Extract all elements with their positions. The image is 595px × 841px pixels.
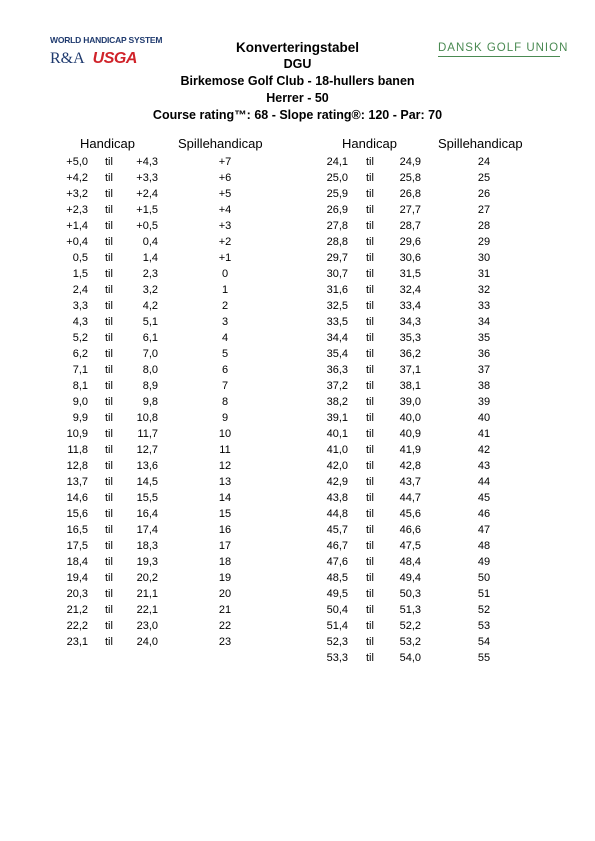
til-cell: til [105, 348, 113, 360]
handicap-from-cell: 22,2 [66, 620, 88, 632]
playing-handicap-cell: 8 [221, 396, 229, 408]
til-cell: til [105, 380, 113, 392]
playing-handicap-cell: 45 [477, 492, 491, 504]
til-cell: til [366, 268, 374, 280]
handicap-from-cell: 46,7 [326, 540, 348, 552]
club-name: Birkemose Golf Club - 18-hullers banen [180, 74, 415, 88]
handicap-from-cell: 45,7 [326, 524, 348, 536]
playing-handicap-cell: 23 [218, 636, 232, 648]
til-cell: til [105, 588, 113, 600]
handicap-to-cell: 30,6 [399, 252, 421, 264]
dgu-logo-text: DANSK GOLF UNION [438, 42, 569, 54]
handicap-from-cell: 38,2 [326, 396, 348, 408]
handicap-to-cell: 32,4 [399, 284, 421, 296]
playing-handicap-cell: 7 [221, 380, 229, 392]
til-cell: til [366, 444, 374, 456]
til-cell: til [105, 316, 113, 328]
handicap-to-cell: 23,0 [136, 620, 158, 632]
table-row [0, 650, 595, 666]
handicap-from-cell: 6,2 [72, 348, 88, 360]
playing-handicap-cell: +7 [218, 156, 232, 168]
table-row [0, 458, 595, 474]
til-cell: til [105, 236, 113, 248]
til-cell: til [105, 428, 113, 440]
handicap-to-cell: 52,2 [399, 620, 421, 632]
table-row [0, 410, 595, 426]
playing-handicap-cell: 32 [477, 284, 491, 296]
handicap-from-cell: 18,4 [66, 556, 88, 568]
handicap-to-cell: 11,7 [137, 428, 158, 440]
handicap-from-cell: 42,0 [326, 460, 348, 472]
handicap-from-cell: 1,5 [72, 268, 88, 280]
handicap-from-cell: 51,4 [326, 620, 348, 632]
whs-logo-text: WORLD HANDICAP SYSTEM [50, 35, 163, 45]
handicap-from-cell: 29,7 [326, 252, 348, 264]
handicap-to-cell: 12,7 [136, 444, 158, 456]
playing-handicap-cell: 11 [219, 444, 231, 456]
til-cell: til [105, 412, 113, 424]
playing-handicap-cell: 1 [221, 284, 229, 296]
page-title: Konverteringstabel [235, 40, 360, 55]
handicap-from-cell: 49,5 [326, 588, 348, 600]
playing-handicap-cell: 6 [221, 364, 229, 376]
playing-handicap-cell: 42 [477, 444, 491, 456]
playing-handicap-cell: 2 [221, 300, 229, 312]
handicap-from-cell: 19,4 [66, 572, 88, 584]
handicap-to-cell: 37,1 [399, 364, 421, 376]
table-row [0, 186, 595, 202]
handicap-to-cell: 31,5 [399, 268, 421, 280]
playing-handicap-cell: 15 [218, 508, 232, 520]
playing-handicap-cell: 46 [477, 508, 491, 520]
playing-handicap-cell: 5 [221, 348, 229, 360]
table-row [0, 282, 595, 298]
handicap-from-cell: +2,3 [66, 204, 88, 216]
handicap-to-cell: 43,7 [399, 476, 421, 488]
handicap-to-cell: 10,8 [136, 412, 158, 424]
til-cell: til [366, 604, 374, 616]
handicap-to-cell: 27,7 [399, 204, 421, 216]
til-cell: til [366, 380, 374, 392]
handicap-to-cell: +2,4 [136, 188, 158, 200]
handicap-from-cell: 48,5 [326, 572, 348, 584]
til-cell: til [366, 524, 374, 536]
til-cell: til [366, 620, 374, 632]
playing-handicap-cell: 24 [477, 156, 491, 168]
handicap-from-cell: 9,9 [72, 412, 88, 424]
handicap-to-cell: 8,9 [142, 380, 158, 392]
handicap-from-cell: 10,9 [66, 428, 88, 440]
handicap-from-cell: 34,4 [326, 332, 348, 344]
playing-handicap-cell: +1 [218, 252, 232, 264]
playing-handicap-cell: 55 [477, 652, 491, 664]
handicap-to-cell: 24,9 [399, 156, 421, 168]
handicap-to-cell: 9,8 [142, 396, 158, 408]
til-cell: til [105, 444, 113, 456]
til-cell: til [105, 572, 113, 584]
playing-handicap-cell: 9 [221, 412, 229, 424]
til-cell: til [366, 316, 374, 328]
til-cell: til [105, 524, 113, 536]
handicap-to-cell: 54,0 [399, 652, 421, 664]
table-row [0, 426, 595, 442]
handicap-from-cell: 43,8 [326, 492, 348, 504]
course-ratings: Course rating™: 68 - Slope rating®: 120 - Par: 70 [152, 108, 443, 122]
handicap-to-cell: 25,8 [399, 172, 421, 184]
til-cell: til [366, 236, 374, 248]
playing-handicap-cell: 44 [477, 476, 491, 488]
playing-handicap-cell: 18 [218, 556, 232, 568]
playing-handicap-cell: 3 [221, 316, 229, 328]
playing-handicap-cell: 54 [477, 636, 491, 648]
playing-handicap-cell: +3 [218, 220, 232, 232]
table-row [0, 522, 595, 538]
playing-handicap-cell: +5 [218, 188, 232, 200]
handicap-from-cell: +1,4 [66, 220, 88, 232]
til-cell: til [366, 460, 374, 472]
table-row [0, 602, 595, 618]
playing-handicap-cell: 13 [218, 476, 232, 488]
category: Herrer - 50 [266, 91, 329, 105]
playing-handicap-cell: 53 [477, 620, 491, 632]
playing-handicap-cell: 38 [477, 380, 491, 392]
handicap-to-cell: 20,2 [136, 572, 158, 584]
playing-handicap-cell: 14 [218, 492, 232, 504]
playing-handicap-cell: 10 [218, 428, 232, 440]
til-cell: til [366, 476, 374, 488]
handicap-from-cell: 39,1 [326, 412, 348, 424]
handicap-to-cell: 16,4 [136, 508, 158, 520]
handicap-from-cell: +5,0 [66, 156, 88, 168]
playing-handicap-cell: 50 [477, 572, 491, 584]
handicap-to-cell: 39,0 [399, 396, 421, 408]
playing-handicap-cell: 27 [477, 204, 491, 216]
handicap-to-cell: 44,7 [399, 492, 421, 504]
handicap-to-cell: 7,0 [142, 348, 158, 360]
playing-handicap-cell: 17 [218, 540, 232, 552]
table-row [0, 346, 595, 362]
handicap-from-cell: 21,2 [66, 604, 88, 616]
handicap-from-cell: 13,7 [66, 476, 88, 488]
handicap-from-cell: 30,7 [326, 268, 348, 280]
table-row [0, 250, 595, 266]
table-row [0, 218, 595, 234]
handicap-to-cell: 40,9 [399, 428, 421, 440]
handicap-from-cell: 4,3 [72, 316, 88, 328]
handicap-to-cell: 14,5 [136, 476, 158, 488]
handicap-to-cell: 19,3 [136, 556, 158, 568]
table-row [0, 154, 595, 170]
handicap-to-cell: 4,2 [142, 300, 158, 312]
til-cell: til [366, 652, 374, 664]
handicap-to-cell: 36,2 [399, 348, 421, 360]
playing-handicap-cell: 33 [477, 300, 491, 312]
table-row [0, 314, 595, 330]
handicap-to-cell: 8,0 [142, 364, 158, 376]
table-row [0, 618, 595, 634]
handicap-from-cell: +0,4 [66, 236, 88, 248]
table-row [0, 266, 595, 282]
table-row [0, 170, 595, 186]
handicap-to-cell: 6,1 [142, 332, 158, 344]
til-cell: til [105, 620, 113, 632]
org-name: DGU [283, 57, 312, 71]
playing-handicap-cell: 52 [477, 604, 491, 616]
handicap-to-cell: 48,4 [399, 556, 421, 568]
handicap-from-cell: 44,8 [326, 508, 348, 520]
handicap-to-cell: 33,4 [399, 300, 421, 312]
handicap-to-cell: 21,1 [136, 588, 158, 600]
handicap-from-cell: 8,1 [72, 380, 88, 392]
right-handicap-header: Handicap [342, 136, 397, 151]
handicap-from-cell: 5,2 [72, 332, 88, 344]
handicap-to-cell: 2,3 [142, 268, 158, 280]
til-cell: til [366, 412, 374, 424]
handicap-from-cell: 41,0 [326, 444, 348, 456]
playing-handicap-cell: 49 [477, 556, 491, 568]
table-row [0, 378, 595, 394]
til-cell: til [366, 556, 374, 568]
handicap-to-cell: 47,5 [399, 540, 421, 552]
til-cell: til [105, 636, 113, 648]
handicap-from-cell: 35,4 [326, 348, 348, 360]
table-row [0, 474, 595, 490]
til-cell: til [105, 492, 113, 504]
handicap-to-cell: 51,3 [399, 604, 421, 616]
til-cell: til [105, 460, 113, 472]
til-cell: til [105, 508, 113, 520]
til-cell: til [105, 156, 113, 168]
til-cell: til [105, 396, 113, 408]
handicap-from-cell: 9,0 [72, 396, 88, 408]
til-cell: til [105, 172, 113, 184]
handicap-to-cell: 3,2 [142, 284, 158, 296]
handicap-from-cell: 20,3 [66, 588, 88, 600]
usga-logo: USGA [92, 50, 137, 67]
til-cell: til [366, 588, 374, 600]
handicap-to-cell: 29,6 [399, 236, 421, 248]
til-cell: til [366, 540, 374, 552]
playing-handicap-cell: 37 [477, 364, 491, 376]
handicap-from-cell: 26,9 [326, 204, 348, 216]
handicap-from-cell: 23,1 [66, 636, 88, 648]
handicap-to-cell: 5,1 [142, 316, 158, 328]
playing-handicap-cell: 0 [221, 268, 229, 280]
handicap-from-cell: 15,6 [66, 508, 88, 520]
til-cell: til [105, 252, 113, 264]
til-cell: til [105, 604, 113, 616]
table-row [0, 586, 595, 602]
playing-handicap-cell: 51 [477, 588, 491, 600]
handicap-from-cell: 28,8 [326, 236, 348, 248]
handicap-from-cell: 12,8 [66, 460, 88, 472]
til-cell: til [366, 364, 374, 376]
table-row [0, 538, 595, 554]
table-row [0, 202, 595, 218]
handicap-to-cell: 38,1 [399, 380, 421, 392]
til-cell: til [366, 572, 374, 584]
playing-handicap-cell: +6 [218, 172, 232, 184]
handicap-from-cell: 16,5 [66, 524, 88, 536]
playing-handicap-cell: 36 [477, 348, 491, 360]
til-cell: til [366, 188, 374, 200]
handicap-to-cell: +0,5 [136, 220, 158, 232]
handicap-from-cell: 40,1 [326, 428, 348, 440]
til-cell: til [366, 428, 374, 440]
ra-logo: R&A [50, 50, 85, 67]
handicap-from-cell: 11,8 [67, 444, 88, 456]
til-cell: til [366, 204, 374, 216]
handicap-from-cell: 24,1 [326, 156, 348, 168]
playing-handicap-cell: 41 [477, 428, 491, 440]
table-row [0, 298, 595, 314]
til-cell: til [105, 188, 113, 200]
handicap-from-cell: 33,5 [326, 316, 348, 328]
handicap-from-cell: 36,3 [326, 364, 348, 376]
til-cell: til [366, 284, 374, 296]
handicap-from-cell: 25,0 [326, 172, 348, 184]
til-cell: til [105, 556, 113, 568]
handicap-from-cell: 42,9 [326, 476, 348, 488]
document-header [0, 39, 595, 124]
table-row [0, 570, 595, 586]
handicap-from-cell: 53,3 [326, 652, 348, 664]
handicap-to-cell: 42,8 [399, 460, 421, 472]
handicap-to-cell: 18,3 [136, 540, 158, 552]
handicap-to-cell: 40,0 [399, 412, 421, 424]
handicap-to-cell: 50,3 [399, 588, 421, 600]
handicap-from-cell: +4,2 [66, 172, 88, 184]
playing-handicap-cell: 26 [477, 188, 491, 200]
handicap-to-cell: 53,2 [399, 636, 421, 648]
playing-handicap-cell: 35 [477, 332, 491, 344]
til-cell: til [366, 300, 374, 312]
left-handicap-header: Handicap [80, 136, 135, 151]
handicap-from-cell: 52,3 [326, 636, 348, 648]
handicap-to-cell: 0,4 [142, 236, 158, 248]
playing-handicap-cell: 40 [477, 412, 491, 424]
playing-handicap-cell: 31 [477, 268, 491, 280]
handicap-to-cell: 17,4 [136, 524, 158, 536]
left-playing-header: Spillehandicap [178, 136, 263, 151]
til-cell: til [366, 348, 374, 360]
handicap-to-cell: 45,6 [399, 508, 421, 520]
til-cell: til [366, 252, 374, 264]
playing-handicap-cell: 43 [477, 460, 491, 472]
playing-handicap-cell: 39 [477, 396, 491, 408]
playing-handicap-cell: 30 [477, 252, 491, 264]
playing-handicap-cell: 20 [218, 588, 232, 600]
right-playing-header: Spillehandicap [438, 136, 523, 151]
handicap-to-cell: 28,7 [399, 220, 421, 232]
handicap-from-cell: +3,2 [66, 188, 88, 200]
handicap-from-cell: 7,1 [72, 364, 88, 376]
playing-handicap-cell: 4 [221, 332, 229, 344]
table-row [0, 330, 595, 346]
handicap-from-cell: 50,4 [326, 604, 348, 616]
right-conversion-table [0, 154, 595, 666]
handicap-to-cell: 46,6 [399, 524, 421, 536]
til-cell: til [366, 220, 374, 232]
til-cell: til [366, 332, 374, 344]
til-cell: til [366, 172, 374, 184]
handicap-from-cell: 47,6 [326, 556, 348, 568]
playing-handicap-cell: 16 [218, 524, 232, 536]
til-cell: til [366, 508, 374, 520]
handicap-to-cell: 41,9 [399, 444, 421, 456]
handicap-from-cell: 27,8 [326, 220, 348, 232]
til-cell: til [105, 204, 113, 216]
handicap-from-cell: 32,5 [326, 300, 348, 312]
til-cell: til [366, 156, 374, 168]
playing-handicap-cell: 19 [218, 572, 232, 584]
handicap-from-cell: 37,2 [326, 380, 348, 392]
handicap-to-cell: 13,6 [136, 460, 158, 472]
handicap-to-cell: +4,3 [136, 156, 158, 168]
til-cell: til [105, 476, 113, 488]
handicap-to-cell: 1,4 [142, 252, 158, 264]
handicap-from-cell: 0,5 [72, 252, 88, 264]
til-cell: til [366, 396, 374, 408]
table-row [0, 442, 595, 458]
handicap-to-cell: 34,3 [399, 316, 421, 328]
table-row [0, 362, 595, 378]
table-row [0, 394, 595, 410]
handicap-to-cell: 49,4 [399, 572, 421, 584]
handicap-to-cell: 22,1 [136, 604, 158, 616]
playing-handicap-cell: 22 [218, 620, 232, 632]
table-row [0, 634, 595, 650]
handicap-from-cell: 31,6 [326, 284, 348, 296]
handicap-from-cell: 25,9 [326, 188, 348, 200]
til-cell: til [105, 220, 113, 232]
til-cell: til [105, 332, 113, 344]
table-row [0, 490, 595, 506]
til-cell: til [366, 492, 374, 504]
handicap-from-cell: 17,5 [66, 540, 88, 552]
playing-handicap-cell: 29 [477, 236, 491, 248]
til-cell: til [105, 364, 113, 376]
playing-handicap-cell: 12 [218, 460, 232, 472]
til-cell: til [105, 268, 113, 280]
til-cell: til [105, 300, 113, 312]
handicap-to-cell: +1,5 [136, 204, 158, 216]
til-cell: til [105, 540, 113, 552]
playing-handicap-cell: 48 [477, 540, 491, 552]
playing-handicap-cell: +4 [218, 204, 232, 216]
til-cell: til [366, 636, 374, 648]
playing-handicap-cell: +2 [218, 236, 232, 248]
handicap-from-cell: 3,3 [72, 300, 88, 312]
table-row [0, 506, 595, 522]
table-row [0, 554, 595, 570]
handicap-to-cell: 26,8 [399, 188, 421, 200]
handicap-from-cell: 14,6 [66, 492, 88, 504]
handicap-to-cell: +3,3 [136, 172, 158, 184]
table-row [0, 234, 595, 250]
handicap-to-cell: 35,3 [399, 332, 421, 344]
playing-handicap-cell: 25 [477, 172, 491, 184]
handicap-from-cell: 2,4 [72, 284, 88, 296]
playing-handicap-cell: 47 [477, 524, 491, 536]
handicap-to-cell: 24,0 [136, 636, 158, 648]
playing-handicap-cell: 34 [477, 316, 491, 328]
handicap-to-cell: 15,5 [136, 492, 158, 504]
playing-handicap-cell: 21 [218, 604, 232, 616]
playing-handicap-cell: 28 [477, 220, 491, 232]
til-cell: til [105, 284, 113, 296]
